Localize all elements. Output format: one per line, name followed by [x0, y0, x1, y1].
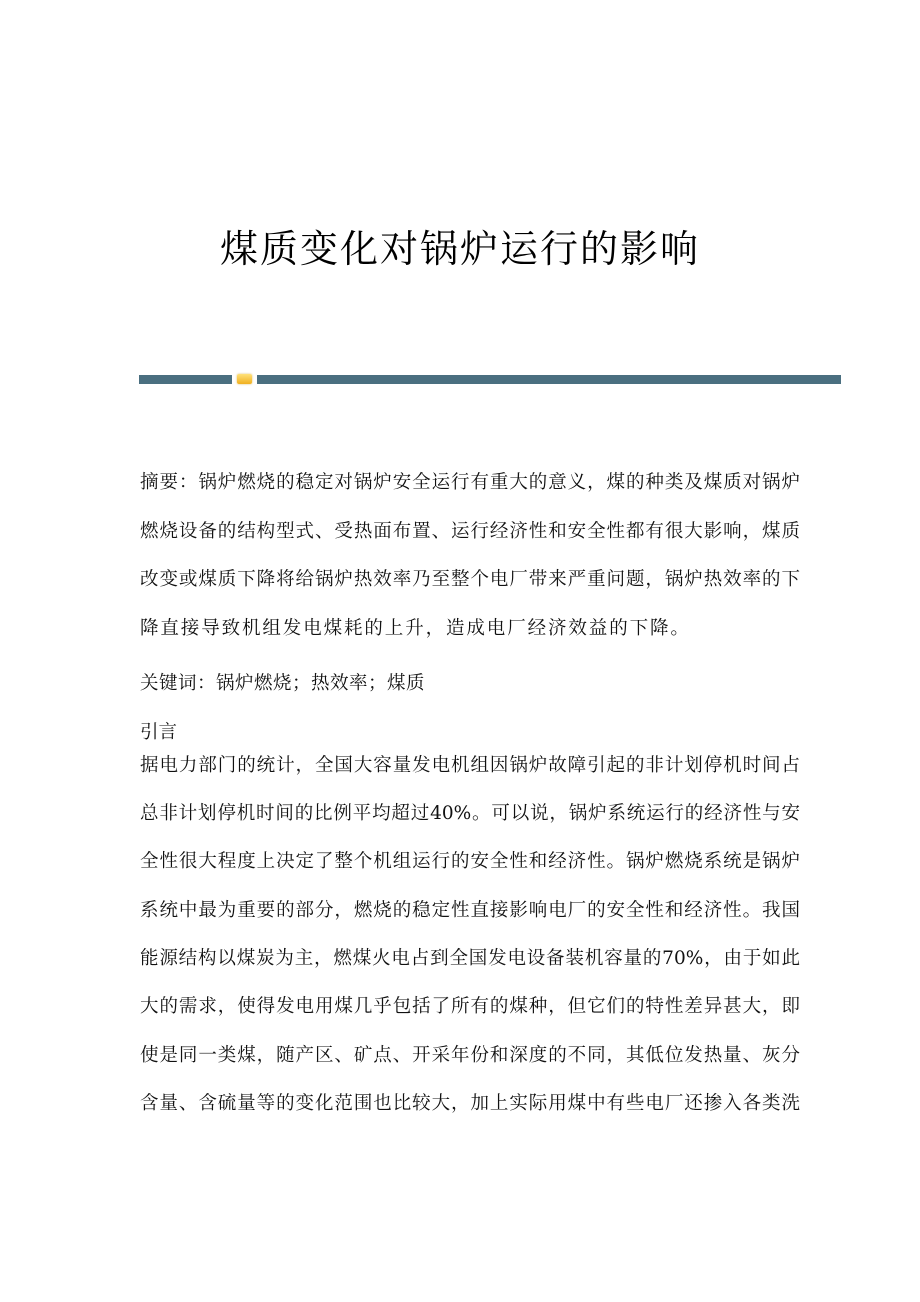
intro-heading: 引言 [140, 722, 178, 743]
divider-bar-right [257, 375, 841, 384]
body-line: 据电力部门的统计，全国大容量发电机组因锅炉故障引起的非计划停机时间占 [140, 755, 800, 776]
body-line: 使是同一类煤，随产区、矿点、开采年份和深度的不同，其低位发热量、灰分 [140, 1045, 800, 1066]
abstract-line: 摘要：锅炉燃烧的稳定对锅炉安全运行有重大的意义，煤的种类及煤质对锅炉 [140, 472, 800, 493]
body-line: 全性很大程度上决定了整个机组运行的安全性和经济性。锅炉燃烧系统是锅炉 [140, 851, 800, 872]
keywords: 关键词：锅炉燃烧；热效率；煤质 [140, 673, 426, 694]
body-line: 大的需求，使得发电用煤几乎包括了所有的煤种，但它们的特性差异甚大，即 [140, 996, 800, 1017]
divider-ornament-icon [237, 374, 252, 384]
decorative-divider [139, 375, 841, 384]
body-line: 含量、含硫量等的变化范围也比较大，加上实际用煤中有些电厂还掺入各类洗 [140, 1093, 800, 1114]
abstract-line: 降直接导致机组发电煤耗的上升，造成电厂经济效益的下降。 [140, 618, 691, 639]
body-line: 总非计划停机时间的比例平均超过40%。可以说，锅炉系统运行的经济性与安 [140, 803, 800, 824]
body-line: 能源结构以煤炭为主，燃煤火电占到全国发电设备装机容量的70%，由于如此 [140, 948, 800, 969]
body-line: 系统中最为重要的部分，燃烧的稳定性直接影响电厂的安全性和经济性。我国 [140, 900, 800, 921]
divider-bar-left [139, 375, 232, 384]
abstract-line: 改变或煤质下降将给锅炉热效率乃至整个电厂带来严重问题，锅炉热效率的下 [140, 569, 800, 590]
document-title: 煤质变化对锅炉运行的影响 [219, 227, 700, 271]
abstract-line: 燃烧设备的结构型式、受热面布置、运行经济性和安全性都有很大影响，煤质 [140, 521, 800, 542]
